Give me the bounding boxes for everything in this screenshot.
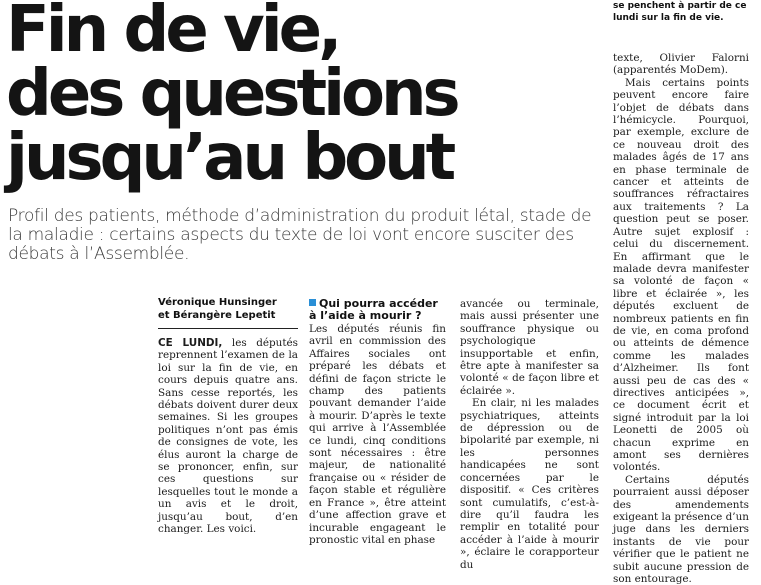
paragraph: Mais certains points peuvent encore faire l’objet de débats dans l’hémicycle. Pourquoi, par exemple, exclure de ce nouveau droit des malades âgés de 17 ans en phase terminale de cancer et atteints de souffrances réfractaires aux traitements ? La question peut se poser. Autre sujet explosif : celui du discernement. En affirmant que le malade devra manifester sa volonté de façon « libre et éclairée », les députés excluent de nombreux patients en fin de vie, en coma profond ou atteints de démence comme les malades d’Alzheimer. Ils font aussi peu de cas des « directives anticipées », ce document écrit et signé introduit par la loi Leonetti de 2005 où chacun exprime en amont ses dernières volontés. bbox=[613, 76, 749, 474]
article-column-3 bbox=[460, 298, 599, 571]
byline-author-2: et Bérangère Lepetit bbox=[158, 310, 276, 321]
paragraph: avancée ou terminale, mais aussi présenter une souffrance physique ou psychologique insupportable et enfin, être apte à manifester sa volonté « de façon libre et éclairée ». bbox=[460, 298, 599, 397]
paragraph: Certains députés pourraient aussi déposer des amendements exigeant la présence d’un juge dans les derniers instants de vie pour vérifier que le patient ne subit aucune pression de son entourage. bbox=[613, 473, 749, 585]
article-column-2 bbox=[309, 298, 446, 546]
intro-text: les députés reprennent l’examen de la loi sur la fin de vie, en cours depuis quatre ans. Sans cesse reportés, les débats doivent durer deux semaines. Si les groupes politiques n’ont pas émis de consignes de vote, les élus auront la charge de se prononcer, enfin, sur ces questions sur lesquelles tout le monde a un avis et le droit, jusqu’au bout, d’en changer. Les voici. bbox=[158, 337, 298, 536]
headline-line-3: jusqu’au bout bbox=[6, 121, 453, 195]
headline-line-1: Fin de vie, bbox=[6, 0, 339, 67]
paragraph: En clair, ni les malades psychiatriques, atteints de dépression ou de bipolarité par exemple, ni les personnes handicapées ne sont concernées par le dispositif. « Ces critères sont cumulatifs, c’est-à-dire qu’il faudra les remplir en totalité pour accéder à l’aide à mourir », éclaire le corapporteur du bbox=[460, 397, 599, 571]
byline bbox=[158, 296, 298, 329]
top-note: se penchent à partir de ce lundi sur la fin de vie. bbox=[613, 1, 747, 23]
paragraph: texte, Olivier Falorni (apparentés MoDem). bbox=[613, 52, 749, 77]
section-subhead bbox=[309, 298, 446, 322]
article-column-1 bbox=[158, 337, 298, 536]
square-bullet-icon bbox=[309, 299, 316, 306]
lead-in: CE LUNDI, bbox=[158, 337, 223, 349]
headline bbox=[6, 0, 457, 195]
paragraph: Les députés réunis fin avril en commission des Affaires sociales ont préparé les débats et défini de façon stricte le champ des patients pouvant demander l’aide à mourir. D’après le texte qui arrive à l’Assemblée ce lundi, cinq conditions sont nécessaires : être majeur, de nationalité française ou « résider de façon stable et régulière en France », être atteint d’une affection grave et incurable engageant le pronostic vital en phase bbox=[309, 323, 446, 546]
subhead-line-2: à l’aide à mourir ? bbox=[309, 309, 422, 322]
subtitle: Profil des patients, méthode d’administration du produit létal, stade de la maladie : certains aspects du texte de loi vont encore susciter des débats à l’Assemblée. bbox=[8, 206, 592, 264]
byline-author-1: Véronique Hunsinger bbox=[158, 297, 277, 308]
intro-paragraph bbox=[158, 337, 298, 536]
headline-line-2: des questions bbox=[6, 57, 457, 131]
subhead-line-1: Qui pourra accéder bbox=[319, 297, 438, 310]
article-column-4 bbox=[613, 52, 749, 585]
